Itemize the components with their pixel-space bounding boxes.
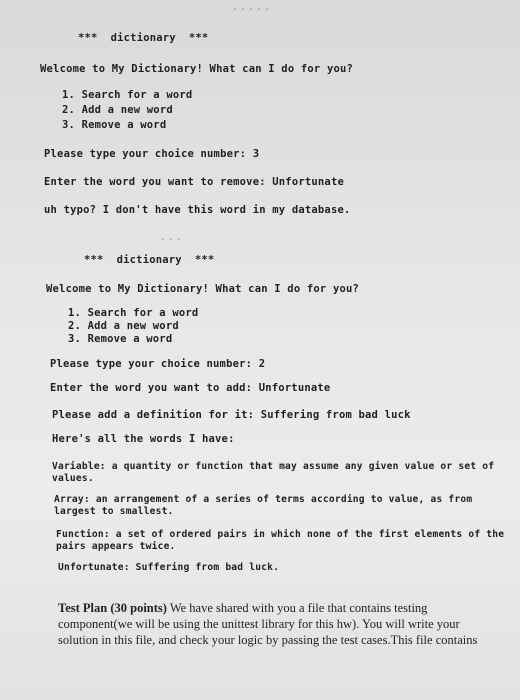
welcome-text: Welcome to My Dictionary! What can I do for you? [40,63,354,75]
add-prompt: Enter the word you want to add: Unfortunate [50,382,331,394]
welcome-text-2: Welcome to My Dictionary! What can I do for you? [46,283,360,295]
menu-item-remove: 3. Remove a word [62,119,167,131]
test-plan-title: Test Plan (30 points) [58,601,167,615]
entry-function-line2: pairs appears twice. [56,541,176,552]
entry-variable-line2: values. [52,473,94,484]
menu-item-search: 1. Search for a word [62,89,193,101]
entry-variable-line1: Variable: a quantity or function that may assume any given value or set of [52,461,495,472]
entry-array-line2: largest to smallest. [54,506,174,517]
menu-item-search-2: 1. Search for a word [68,307,199,319]
choice-prompt: Please type your choice number: 3 [44,148,260,160]
dictionary-header: *** dictionary *** [78,32,209,44]
choice-prompt-2: Please type your choice number: 2 [50,358,266,370]
dictionary-header-2: *** dictionary *** [84,254,215,266]
top-dots: ..... [232,2,273,13]
entry-function-line1: Function: a set of ordered pairs in which none of the first elements of the [56,529,505,540]
test-plan-paragraph [58,600,490,648]
error-message: uh typo? I don't have this word in my database. [44,204,351,216]
entry-unfortunate: Unfortunate: Suffering from bad luck. [58,562,280,573]
menu-item-add-2: 2. Add a new word [68,320,179,332]
menu-item-remove-2: 3. Remove a word [68,333,173,345]
entry-array-line1: Array: an arrangement of a series of terms according to value, as from [54,494,473,505]
menu-item-add: 2. Add a new word [62,104,173,116]
definition-prompt: Please add a definition for it: Suffering from bad luck [52,409,411,421]
section-dots: ... [160,232,185,243]
remove-prompt: Enter the word you want to remove: Unfortunate [44,176,344,188]
test-plan-text: We have shared with you a file that contains testing component(we will be using the unittest library for this hw). You will write your solution in this file, and check your logic by passing the test cases.This file contains [58,601,478,647]
all-words-label: Here's all the words I have: [52,433,235,445]
